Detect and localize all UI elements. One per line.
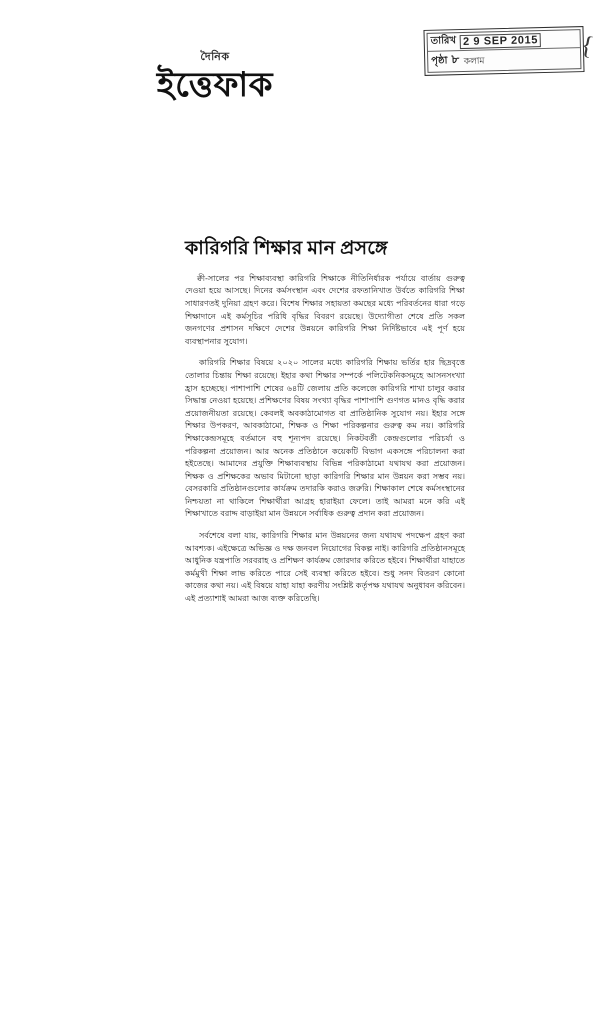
article-headline: কারিগরি শিক্ষার মান প্রসঙ্গে bbox=[185, 238, 388, 259]
article-paragraph: কারিগরি শিক্ষার বিষয়ে ২০২০ সালের মধ্যে কারিগরি শিক্ষায় ভর্তির হার ছিদ্রবৃত্তে তোলার চিন্তায় শিক্ষা রয়েছে। ইহার কথা শিক্ষার সম্পর্কে পলিটেকনিকসমূহে আসনসংখ্যা হ্রাস হচ্ছেছে। পাশাপাশি শেষের ৬৪টি জেলায় প্রতি কলেজে কারিগরি শাখা চালুর করার সিদ্ধান্ত নেওয়া হয়েছে। প্রশিক্ষণের বিষয় সংখ্যা বৃদ্ধির পাশাপাশি গুণগত মানও বৃদ্ধি করার প্রয়োজনীয়তা রয়েছে। কেবলই অবকাঠামোগত বা প্রাতিষ্ঠানিক সুযোগ নয়। ইহার সঙ্গে শিক্ষার উপকরণ, আবকাঠামো, শিক্ষক ও শিক্ষা পরিকল্পনার গুরুত্ব কম নয়। কারিগরি শিক্ষাকেন্দ্রসমূহে বর্তমানে বহু শূন্যপদ রয়েছে। নিকটবর্তী কেন্দ্রগুলোর পরিচর্যা ও পরিকল্পনা প্রয়োজন। আর অনেক প্রতিষ্ঠানে কয়েকটি বিভাগ একসঙ্গে পরিচালনা করা হইতেছে। আমাদের প্রযুক্তি শিক্ষাব্যবস্থায় বিভিন্ন পরিকাঠামো যথাযথ করা প্রয়োজন। শিক্ষক ও প্রশিক্ষকের অভাব মিটানো ছাড়া কারিগরি শিক্ষার মান উন্নয়ন করা সম্ভব নয়। বেসরকারি প্রতিষ্ঠানগুলোর কার্যক্রম তদারকি করাও জরুরি। শিক্ষাকাল শেষে কর্মসংস্থানের নিশ্চয়তা না থাকিলে শিক্ষার্থীরা আগ্রহ হারাইয়া ফেলে। তাই আমরা মনে করি এই শিক্ষাখাতে বরাদ্দ বাড়াইয়া মান উন্নয়নে সর্বাধিক গুরুত্ব প্রদান করা প্রয়োজন। bbox=[185, 358, 465, 519]
stamp-column-label: কলাম bbox=[463, 54, 485, 66]
masthead-title: ইত্তেফাক bbox=[156, 67, 274, 104]
article-paragraph: ক্বী-সালের পর শিক্ষাব্যবস্থা কারিগরি শিক্ষাকে নীতিনির্ধারক পর্যায়ে বার্তায় গুরুত্ব দেওয়া হয়ে আসছে। দিনের কর্মসংস্থান এবং দেশের রফতানিখাত উর্বতে কারিগরি শিক্ষা সাধারণতই দুনিয়া গ্রহণ করে। বিশেষ শিক্ষার সহায়তা কমছের মধ্যে পরিবর্তনের ধারা গড়ে শিক্ষাদানে এই কর্মসূচির পরিধি বৃদ্ধির বিবরণ রয়েছে। উদ্যোগীতা শেষে প্রতি সকল জনগণের প্রশাসন দক্ষিণে দেশের উন্নয়নে কারিগরি শিক্ষা নির্দিষ্টভাবে এই পূর্ণ হয়ে ব্যবস্থাপনার সুযোগ। bbox=[185, 273, 465, 346]
stamp-date-label: তারিখ bbox=[430, 35, 457, 47]
masthead-kicker: দৈনিক bbox=[200, 51, 230, 63]
newspaper-masthead bbox=[120, 48, 310, 104]
article-body bbox=[185, 238, 465, 615]
stamp-page-label: পৃষ্ঠা bbox=[431, 54, 448, 67]
stamp-date-value: 2 9 SEP 2015 bbox=[460, 33, 541, 49]
article-paragraph: সর্বশেষে বলা যায়, কারিগরি শিক্ষার মান উন্নয়নের জন্য যথাযথ পদক্ষেপ গ্রহণ করা আবশ্যক। এইক্ষেত্রে অভিজ্ঞ ও দক্ষ জনবল নিয়োগের বিকল্প নাই। কারিগরি প্রতিষ্ঠানসমূহে আধুনিক যন্ত্রপাতি সরবরাহ ও প্রশিক্ষণ কার্যক্রম জোরদার করিতে হইবে। শিক্ষার্থীরা যাহাতে কর্মমুখী শিক্ষা লাভ করিতে পারে সেই ব্যবস্থা করিতে হইবে। শুধু সনদ বিতরণ কোনো কাজের কথা নয়। এই বিষয়ে যাহা যাহা করণীয় সংশ্লিষ্ট কর্তৃপক্ষ যথাযথ অনুধাবন করিবেন। এই প্রত্যাশাই আমরা আজ ব্যক্ত করিতেছি। bbox=[185, 531, 465, 604]
stamp-page-value: ৮ bbox=[451, 52, 460, 67]
date-stamp-box bbox=[423, 26, 596, 76]
stamp-page-row bbox=[428, 48, 580, 72]
stamp-flourish-mark: { bbox=[577, 30, 596, 61]
date-stamp-inner bbox=[427, 29, 582, 73]
